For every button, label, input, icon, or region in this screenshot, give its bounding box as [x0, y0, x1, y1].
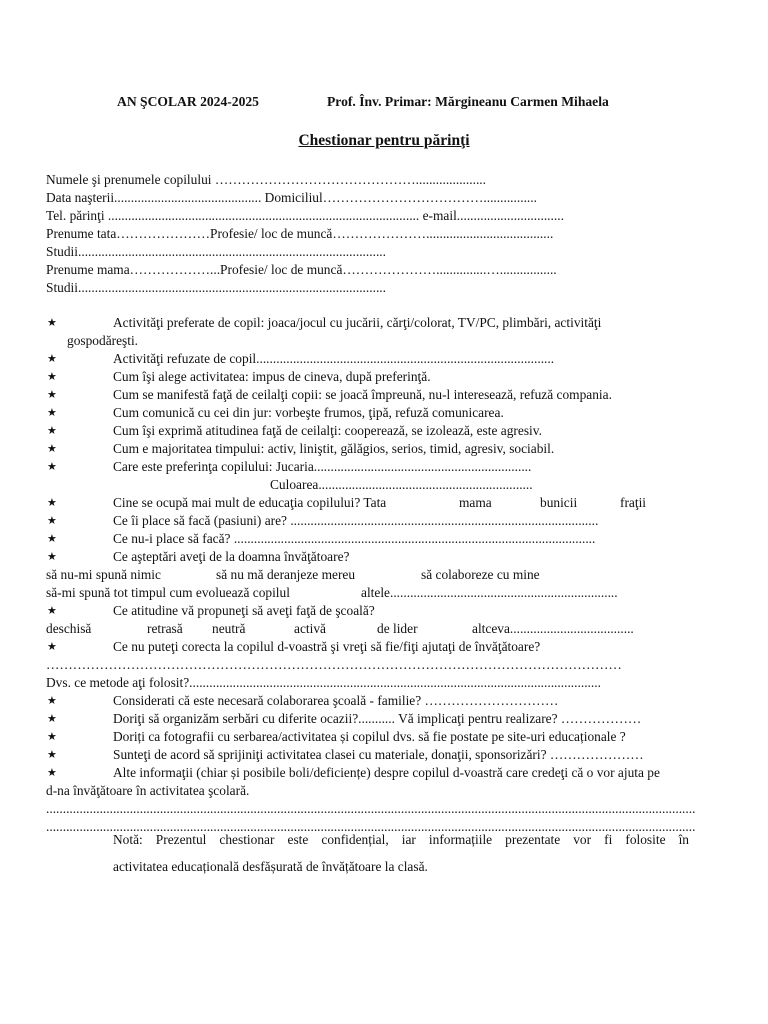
phone-email-field: Tel. părinţi ............................................................................................. e-mail................................: [46, 208, 564, 223]
star-bullet-icon: ★: [47, 425, 57, 437]
mother-studies-field: Studii............................................................................................: [46, 280, 386, 295]
page-title: Chestionar pentru părinţi: [298, 132, 470, 149]
option-mama: mama: [459, 495, 492, 510]
option-open: deschisă: [46, 621, 92, 636]
question-collaboration: Considerati că este necesară colaborarea şcoală - familie? …………………………: [113, 693, 559, 708]
star-bullet-icon: ★: [47, 461, 57, 473]
star-bullet-icon: ★: [47, 533, 57, 545]
star-bullet-icon: ★: [47, 749, 57, 761]
star-bullet-icon: ★: [47, 695, 57, 707]
option-inform-progress: să-mi spună tot timpul cum evoluează copilul: [46, 585, 290, 600]
option-something-else: altceva.....................................: [472, 621, 634, 636]
question-activity-choice: Cum îşi alege activitatea: impus de cineva, după preferinţă.: [113, 369, 431, 384]
star-bullet-icon: ★: [47, 605, 57, 617]
child-name-field: Numele şi prenumele copilului ……………………………………….....................: [46, 172, 486, 187]
question-refused-activities: Activităţi refuzate de copil.........................................................................................: [113, 351, 555, 366]
option-active: activă: [294, 621, 326, 636]
question-expectations: Ce aşteptări aveţi de la doamna învăţătoare?: [113, 549, 350, 564]
star-bullet-icon: ★: [47, 767, 57, 779]
question-school-attitude: Ce atitudine vă propuneţi să aveţi faţă de şcoală?: [113, 603, 375, 618]
option-neutral: neutră: [212, 621, 246, 636]
star-bullet-icon: ★: [47, 731, 57, 743]
option-nothing: să nu-mi spună nimic: [46, 567, 161, 582]
question-preferred-activities-cont: gospodăreşti.: [67, 333, 139, 348]
question-other-info-cont: d-na învăţătoare în activitatea şcolară.: [46, 783, 250, 798]
star-bullet-icon: ★: [47, 497, 57, 509]
question-temperament: Cum e majoritatea timpului: activ, liniştit, gălăgios, serios, timid, agresiv, sociabil.: [113, 441, 555, 456]
option-other: altele....................................................................: [361, 585, 618, 600]
school-year: AN ŞCOLAR 2024-2025: [117, 94, 259, 109]
star-bullet-icon: ★: [47, 317, 57, 329]
star-bullet-icon: ★: [47, 389, 57, 401]
question-preference-color: Culoarea................................................................: [270, 477, 533, 492]
star-bullet-icon: ★: [47, 515, 57, 527]
question-help-needed: Ce nu puteţi corecta la copilul d-voastră şi vreţi să fie/fiţi ajutaţi de învăţătoare?: [113, 639, 541, 654]
question-support: Sunteţi de acord să sprijiniţi activitatea clasei cu materiale, donaţii, sponsorizări? …………………: [113, 747, 644, 762]
question-preference-toy: Care este preferinţa copilului: Jucaria.................................................................: [113, 459, 532, 474]
option-withdrawn: retrasă: [147, 621, 183, 636]
answer-line: ..................................................................................................................................................................................................: [46, 819, 696, 834]
teacher-name: Prof. Înv. Primar: Mărgineanu Carmen Mihaela: [327, 94, 609, 109]
question-events: Doriţi să organizăm serbări cu diferite ocazii?........... Vă implicaţi pentru realizare? ………………: [113, 711, 642, 726]
question-preferred-activities: Activităţi preferate de copil: joaca/jocul cu jucării, cărţi/colorat, TV/PC, plimbări, activităţi: [113, 315, 602, 330]
option-no-disturb: să nu mă deranjeze mereu: [216, 567, 356, 582]
option-fratii: fraţii: [620, 495, 647, 510]
question-communication: Cum comunică cu cei din jur: vorbeşte frumos, ţipă, refuză comunicarea.: [113, 405, 504, 420]
question-methods: Dvs. ce metode aţi folosit?...........................................................................................................................: [46, 675, 601, 690]
birth-date-field: Data naşterii............................................ Domiciliul………………………………................: [46, 190, 537, 205]
star-bullet-icon: ★: [47, 443, 57, 455]
option-leader: de lider: [377, 621, 418, 636]
note-line-cont: activitatea educațională desfășurată de învățătoare la clasă.: [113, 859, 428, 874]
answer-line: ..................................................................................................................................................................................................: [46, 801, 696, 816]
answer-line: …………………………………………………………………………………………………………………: [46, 657, 622, 672]
question-photos: Doriți ca fotografii cu serbarea/activitatea și copilul dvs. să fie postate pe site-uri educaționale ?: [113, 729, 626, 744]
question-attitude: Cum îşi exprimă atitudinea faţă de ceilalţi: cooperează, se izolează, este agresiv.: [113, 423, 542, 438]
star-bullet-icon: ★: [47, 551, 57, 563]
star-bullet-icon: ★: [47, 353, 57, 365]
question-education-caregiver: Cine se ocupă mai mult de educaţia copilului? Tata: [113, 495, 387, 510]
question-behavior-peers: Cum se manifestă faţă de ceilalţi copii: se joacă împreună, nu-l interesează, refuză compania.: [113, 387, 612, 402]
father-field: Prenume tata…………………Profesie/ loc de muncă…………………......................................: [46, 226, 554, 241]
question-dislikes: Ce nu-i place să facă? ............................................................................................................: [113, 531, 596, 546]
option-bunicii: bunicii: [540, 495, 578, 510]
note-line: Notă: Prezentul chestionar este confidențial, iar informațiile prezentate vor fi folosite în: [113, 832, 689, 847]
option-collaborate: să colaboreze cu mine: [421, 567, 540, 582]
question-other-info: Alte informaţii (chiar și posibile boli/deficiențe) despre copilul d-voastră care credeţi că o vor ajuta pe: [113, 765, 660, 780]
question-passions: Ce îi place să facă (pasiuni) are? ............................................................................................: [113, 513, 599, 528]
star-bullet-icon: ★: [47, 371, 57, 383]
star-bullet-icon: ★: [47, 407, 57, 419]
star-bullet-icon: ★: [47, 713, 57, 725]
father-studies-field: Studii............................................................................................: [46, 244, 386, 259]
mother-field: Prenume mama………………...Profesie/ loc de muncă…………………...............….................: [46, 262, 557, 277]
star-bullet-icon: ★: [47, 641, 57, 653]
